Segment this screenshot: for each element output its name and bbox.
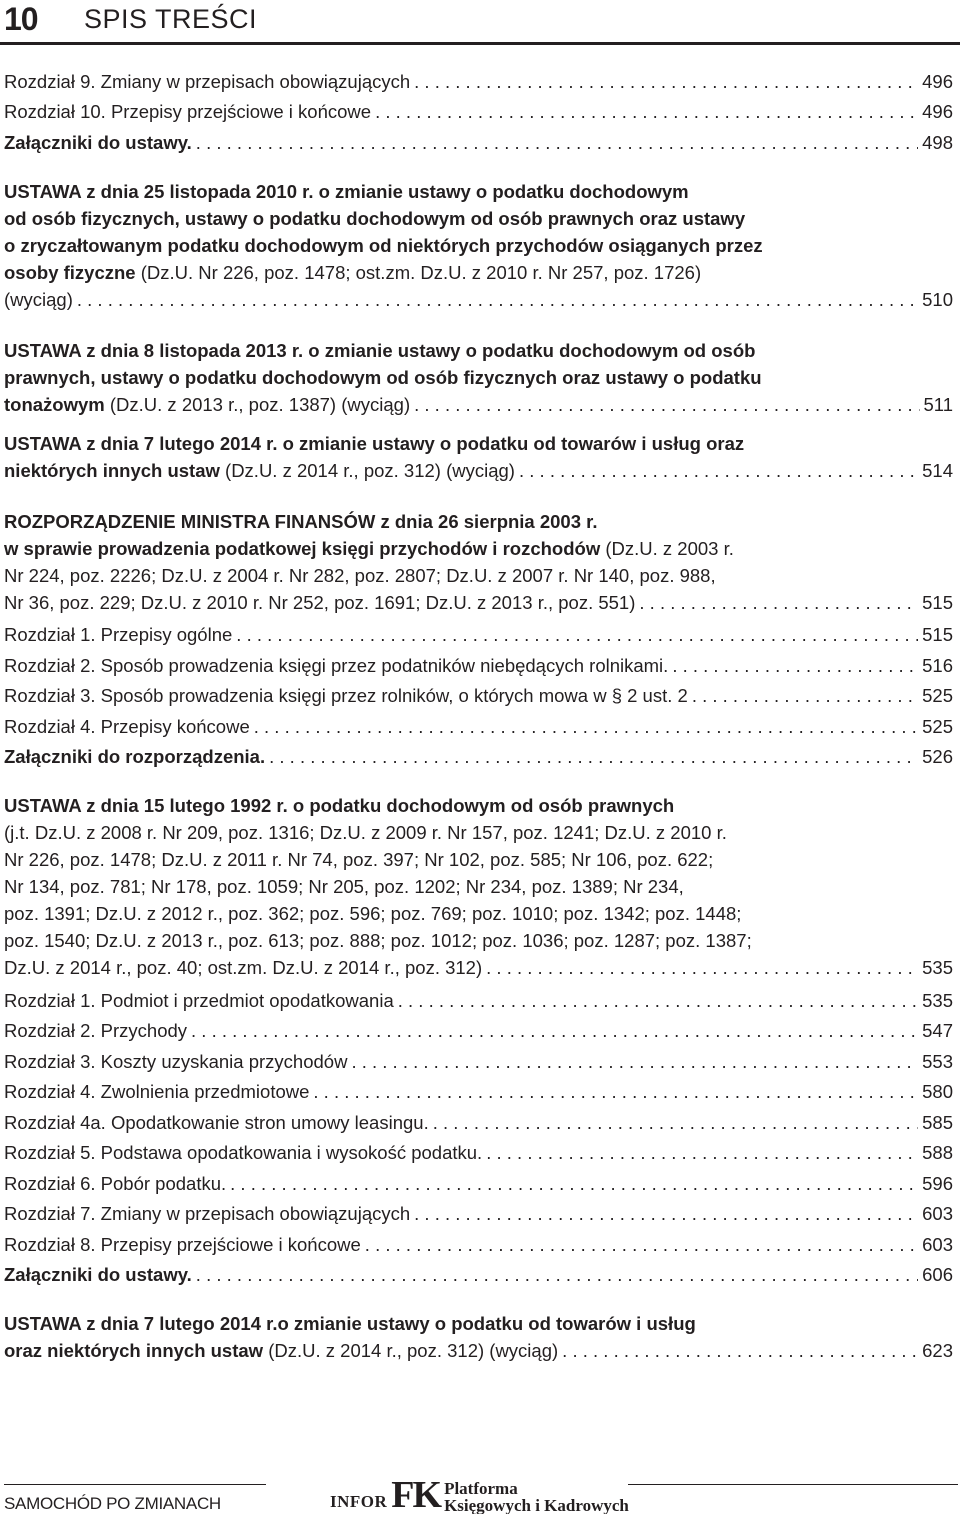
toc-entry-label xyxy=(4,1112,429,1134)
toc-act-entry xyxy=(4,1310,953,1364)
toc-entry[interactable] xyxy=(4,123,953,154)
toc-entry-label xyxy=(4,954,482,981)
toc-entry[interactable] xyxy=(4,589,953,616)
dot-leader xyxy=(196,1264,918,1286)
spacer xyxy=(4,154,953,178)
toc-entry[interactable] xyxy=(4,616,953,647)
toc-entry-label xyxy=(4,132,192,154)
footer-title: SAMOCHÓD PO ZMIANACH xyxy=(4,1494,221,1513)
toc-entry-label xyxy=(4,1234,361,1256)
toc-entry-title-text: (Dz.U. z 2013 r., poz. 1387) (wyciąg) xyxy=(104,393,411,415)
toc-entry-title-bold: USTAWA z dnia 7 lutego 2014 r.o zmianie ustawy o podatku od towarów i usług xyxy=(4,1313,696,1334)
toc-entry-title-text: Rozdział 3. Sposób prowadzenia księgi przez rolników, o których mowa w § 2 ust. 2 xyxy=(4,685,688,706)
toc-entry-title-text: poz. 1391; Dz.U. z 2012 r., poz. 362; poz. 596; poz. 769; poz. 1010; poz. 1342; poz. 1448; xyxy=(4,903,742,924)
toc-page-number: 603 xyxy=(922,1233,953,1255)
section-title: SPIS TREŚCI xyxy=(84,4,258,34)
toc-entry-label xyxy=(4,716,250,738)
logo-fk: FK xyxy=(391,1474,441,1514)
toc-entry-title-text: Rozdział 3. Koszty uzyskania przychodów xyxy=(4,1050,348,1072)
toc-entry-title-text: poz. 1540; Dz.U. z 2013 r., poz. 613; poz. 888; poz. 1012; poz. 1036; poz. 1287; poz. 1387; xyxy=(4,930,752,951)
dot-leader xyxy=(692,685,918,707)
toc-entry-title-text: Rozdział 9. Zmiany w przepisach obowiązujących xyxy=(4,70,411,92)
toc-page-number: 623 xyxy=(922,1340,953,1361)
toc-entry-line xyxy=(4,430,953,457)
toc-entry-title-text: Rozdział 5. Podstawa opodatkowania i wysokość podatku. xyxy=(4,1142,483,1163)
toc-group xyxy=(4,616,953,769)
page-footer xyxy=(0,1470,960,1514)
logo-line-1: Platforma xyxy=(444,1479,518,1498)
toc-entry-title-bold: osoby fizyczne xyxy=(4,261,136,283)
toc-entry-label xyxy=(4,71,410,93)
toc-entry[interactable] xyxy=(4,1042,953,1073)
dot-leader xyxy=(375,101,918,123)
toc-entry-title-text: Nr 224, poz. 2226; Dz.U. z 2004 r. Nr 282, poz. 2807; Dz.U. z 2007 r. Nr 140, poz. 988, xyxy=(4,564,716,586)
toc-entry-title-bold: USTAWA z dnia 25 listopada 2010 r. o zmianie ustawy o podatku dochodowym xyxy=(4,180,689,202)
toc-entry-line xyxy=(4,900,953,927)
toc-page-number: 553 xyxy=(922,1050,953,1072)
toc-entry-line xyxy=(4,178,953,205)
toc-entry-line xyxy=(4,535,953,562)
toc-page-number: 596 xyxy=(922,1172,953,1194)
toc-entry-line xyxy=(4,792,953,819)
toc-entry[interactable] xyxy=(4,677,953,708)
page-header xyxy=(0,0,960,50)
publisher-logo xyxy=(330,1474,629,1514)
toc-entry[interactable] xyxy=(4,646,953,677)
toc-entry-label xyxy=(4,685,688,707)
dot-leader xyxy=(639,589,918,616)
dot-leader xyxy=(414,391,919,418)
toc-entry-title-bold: o zryczałtowanym podatku dochodowym od niektórych przychodów osiąganych przez xyxy=(4,234,763,256)
toc-entry-title-text: Rozdział 4. Zwolnienia przedmiotowe xyxy=(4,1081,310,1102)
dot-leader xyxy=(77,286,918,313)
toc-entry-label xyxy=(4,1173,226,1195)
dot-leader xyxy=(365,1234,918,1256)
toc-entry-label xyxy=(4,589,635,616)
dot-leader xyxy=(254,716,918,738)
toc-entry-title-bold: oraz niektórych innych ustaw xyxy=(4,1340,264,1361)
toc-entry-label xyxy=(4,1337,558,1364)
toc-page-number: 496 xyxy=(922,70,953,92)
toc-entry-label xyxy=(4,746,265,768)
dot-leader xyxy=(486,1142,918,1164)
toc-page-number: 511 xyxy=(923,393,953,415)
toc-entry-label xyxy=(4,1264,192,1286)
toc-entry[interactable] xyxy=(4,391,953,418)
toc-entry-label xyxy=(4,286,73,313)
toc-entry[interactable] xyxy=(4,1164,953,1195)
toc-entry-label xyxy=(4,101,371,123)
toc-entry-title-text: Rozdział 8. Przepisy przejściowe i końcowe xyxy=(4,1233,361,1255)
toc-entry[interactable] xyxy=(4,93,953,124)
spacer xyxy=(4,313,953,337)
toc-act-entry xyxy=(4,792,953,981)
toc-page-number: 510 xyxy=(922,288,953,310)
dot-leader xyxy=(269,746,918,768)
toc-page-number: 526 xyxy=(922,746,953,767)
toc-act-entry xyxy=(4,508,953,616)
toc-entry-line xyxy=(4,562,953,589)
toc-entry-line xyxy=(4,259,953,286)
dot-leader xyxy=(672,655,918,677)
footer-rule-right xyxy=(628,1484,958,1485)
footer-rule-left xyxy=(4,1484,266,1485)
toc-entry-title-text: (Dz.U. z 2014 r., poz. 312) (wyciąg) xyxy=(219,459,515,481)
toc-page-number: 535 xyxy=(922,989,953,1011)
toc-entry[interactable] xyxy=(4,1195,953,1226)
dot-leader xyxy=(519,457,918,484)
toc-entry-title-text: Nr 226, poz. 1478; Dz.U. z 2011 r. Nr 74, poz. 397; Nr 102, poz. 585; Nr 106, poz. 622; xyxy=(4,849,714,870)
toc-entry[interactable] xyxy=(4,1134,953,1165)
toc-entry-line xyxy=(4,873,953,900)
toc-entry-label xyxy=(4,391,410,418)
toc-entry[interactable] xyxy=(4,954,953,981)
toc-entry-title-bold: USTAWA z dnia 8 listopada 2013 r. o zmianie ustawy o podatku dochodowym od osób xyxy=(4,339,756,361)
toc-entry-title-text: Rozdział 4. Przepisy końcowe xyxy=(4,715,250,737)
spacer xyxy=(4,484,953,508)
toc-entry[interactable] xyxy=(4,62,953,93)
toc-page-number: 498 xyxy=(922,131,953,153)
toc-entry-title-text: Nr 36, poz. 229; Dz.U. z 2010 r. Nr 252, poz. 1691; Dz.U. z 2013 r., poz. 551) xyxy=(4,591,636,613)
spacer xyxy=(4,418,953,430)
header-rule xyxy=(0,42,960,45)
toc-entry[interactable] xyxy=(4,707,953,738)
dot-leader xyxy=(236,624,918,646)
toc-entry[interactable] xyxy=(4,738,953,769)
toc-entry-label xyxy=(4,457,515,484)
dot-leader xyxy=(414,1203,918,1225)
toc-entry-title-text: (wyciąg) xyxy=(4,288,73,310)
toc-page-number: 496 xyxy=(922,101,953,122)
toc-entry-title-text: Nr 134, poz. 781; Nr 178, poz. 1059; Nr 205, poz. 1202; Nr 234, poz. 1389; Nr 234, xyxy=(4,876,684,897)
logo-line-2: Księgowych i Kadrowych xyxy=(444,1496,629,1514)
toc-page-number: 547 xyxy=(922,1020,953,1041)
toc-page-number: 588 xyxy=(922,1142,953,1163)
dot-leader xyxy=(398,990,918,1012)
toc-act-entry xyxy=(4,430,953,484)
toc-page-number: 515 xyxy=(922,591,953,613)
toc-entry-title-text: (j.t. Dz.U. z 2008 r. Nr 209, poz. 1316; Dz.U. z 2009 r. Nr 157, poz. 1241; Dz.U. z 2010 r. xyxy=(4,822,727,843)
dot-leader xyxy=(196,132,918,154)
toc-entry-title-text: (Dz.U. z 2014 r., poz. 312) (wyciąg) xyxy=(263,1340,559,1361)
toc-entry-label xyxy=(4,1020,187,1042)
toc-page-number: 585 xyxy=(922,1111,953,1133)
toc-entry-label xyxy=(4,1081,309,1103)
toc-entry-label xyxy=(4,1051,347,1073)
toc-entry-title-text: Rozdział 1. Podmiot i przedmiot opodatkowania xyxy=(4,989,394,1011)
toc-page-number: 516 xyxy=(922,654,953,676)
toc-group xyxy=(4,981,953,1286)
dot-leader xyxy=(433,1112,918,1134)
toc-entry-title-text: Dz.U. z 2014 r., poz. 40; ost.zm. Dz.U. z 2014 r., poz. 312) xyxy=(4,957,483,978)
toc-act-entry xyxy=(4,337,953,418)
dot-leader xyxy=(351,1051,918,1073)
toc-entry-line xyxy=(4,337,953,364)
toc-entry[interactable] xyxy=(4,1256,953,1287)
logo-infor: INFOR xyxy=(330,1492,388,1511)
toc-entry[interactable] xyxy=(4,286,953,313)
dot-leader xyxy=(191,1020,918,1042)
spacer xyxy=(4,1286,953,1310)
toc-entry[interactable] xyxy=(4,1073,953,1104)
toc-page-number: 525 xyxy=(922,715,953,737)
dot-leader xyxy=(230,1173,918,1195)
toc-entry-line xyxy=(4,927,953,954)
toc-entry-title-text: Rozdział 6. Pobór podatku. xyxy=(4,1172,227,1194)
toc-entry-title-text: Rozdział 1. Przepisy ogólne xyxy=(4,624,233,645)
toc-entry-title-text: (Dz.U. z 2003 r. xyxy=(600,537,734,559)
toc-entry-title-bold: USTAWA z dnia 7 lutego 2014 r. o zmianie ustawy o podatku od towarów i usług oraz xyxy=(4,432,745,454)
toc-entry-title-bold: od osób fizycznych, ustawy o podatku dochodowym od osób prawnych oraz ustawy xyxy=(4,207,746,229)
toc-entry-title-text: (Dz.U. Nr 226, poz. 1478; ost.zm. Dz.U. z 2010 r. Nr 257, poz. 1726) xyxy=(135,261,702,283)
spacer xyxy=(4,768,953,792)
toc-entry[interactable] xyxy=(4,1337,953,1364)
toc-entry-line xyxy=(4,205,953,232)
toc-entry[interactable] xyxy=(4,1225,953,1256)
toc-act-entry xyxy=(4,178,953,313)
logo-platform xyxy=(444,1480,629,1514)
toc-entry-title-bold: Załączniki do ustawy. xyxy=(4,1264,192,1285)
toc-entry-title-bold: ROZPORZĄDZENIE MINISTRA FINANSÓW z dnia 26 sierpnia 2003 r. xyxy=(4,510,598,532)
toc-entry-title-bold: niektórych innych ustaw xyxy=(4,459,220,481)
toc-group xyxy=(4,62,953,154)
toc-entry[interactable] xyxy=(4,1103,953,1134)
toc-page-number: 603 xyxy=(922,1203,953,1224)
toc-entry-title-bold: tonażowym xyxy=(4,393,105,415)
toc-entry-title-text: Rozdział 7. Zmiany w przepisach obowiązujących xyxy=(4,1203,411,1224)
toc-entry-title-text: Rozdział 2. Przychody xyxy=(4,1020,188,1041)
toc-entry-line xyxy=(4,819,953,846)
toc-entry-title-text: Rozdział 4a. Opodatkowanie stron umowy leasingu. xyxy=(4,1111,429,1133)
toc-entry-line xyxy=(4,508,953,535)
toc-entry-label xyxy=(4,1203,410,1225)
toc-entry-line xyxy=(4,232,953,259)
toc-entry[interactable] xyxy=(4,457,953,484)
toc-page-number: 606 xyxy=(922,1264,953,1285)
toc-entry[interactable] xyxy=(4,1012,953,1043)
dot-leader xyxy=(313,1081,918,1103)
toc-entry-title-bold: prawnych, ustawy o podatku dochodowym od osób fizycznych oraz ustawy o podatku xyxy=(4,366,762,388)
toc-entry-title-bold: Załączniki do rozporządzenia. xyxy=(4,746,266,767)
toc-page-number: 580 xyxy=(922,1081,953,1102)
dot-leader xyxy=(486,954,918,981)
toc-entry-line xyxy=(4,364,953,391)
table-of-contents xyxy=(4,62,953,1364)
toc-entry-label xyxy=(4,624,232,646)
toc-page-number: 535 xyxy=(922,957,953,978)
toc-entry-label xyxy=(4,1142,482,1164)
page-number: 10 xyxy=(4,1,38,37)
toc-entry[interactable] xyxy=(4,981,953,1012)
toc-entry-title-text: Rozdział 10. Przepisy przejściowe i końcowe xyxy=(4,101,372,122)
toc-entry-label xyxy=(4,990,394,1012)
toc-entry-line xyxy=(4,1310,953,1337)
toc-entry-label xyxy=(4,655,668,677)
toc-entry-title-bold: Załączniki do ustawy. xyxy=(4,131,192,153)
dot-leader xyxy=(562,1337,918,1364)
toc-entry-line xyxy=(4,846,953,873)
dot-leader xyxy=(414,71,918,93)
toc-entry-title-text: Rozdział 2. Sposób prowadzenia księgi przez podatników niebędących rolnikami. xyxy=(4,654,669,676)
toc-page-number: 514 xyxy=(922,459,953,481)
toc-page-number: 525 xyxy=(922,685,953,706)
toc-entry-title-bold: w sprawie prowadzenia podatkowej księgi przychodów i rozchodów xyxy=(4,537,601,559)
toc-entry-title-bold: USTAWA z dnia 15 lutego 1992 r. o podatku dochodowym od osób prawnych xyxy=(4,795,675,816)
toc-page-number: 515 xyxy=(922,624,953,645)
